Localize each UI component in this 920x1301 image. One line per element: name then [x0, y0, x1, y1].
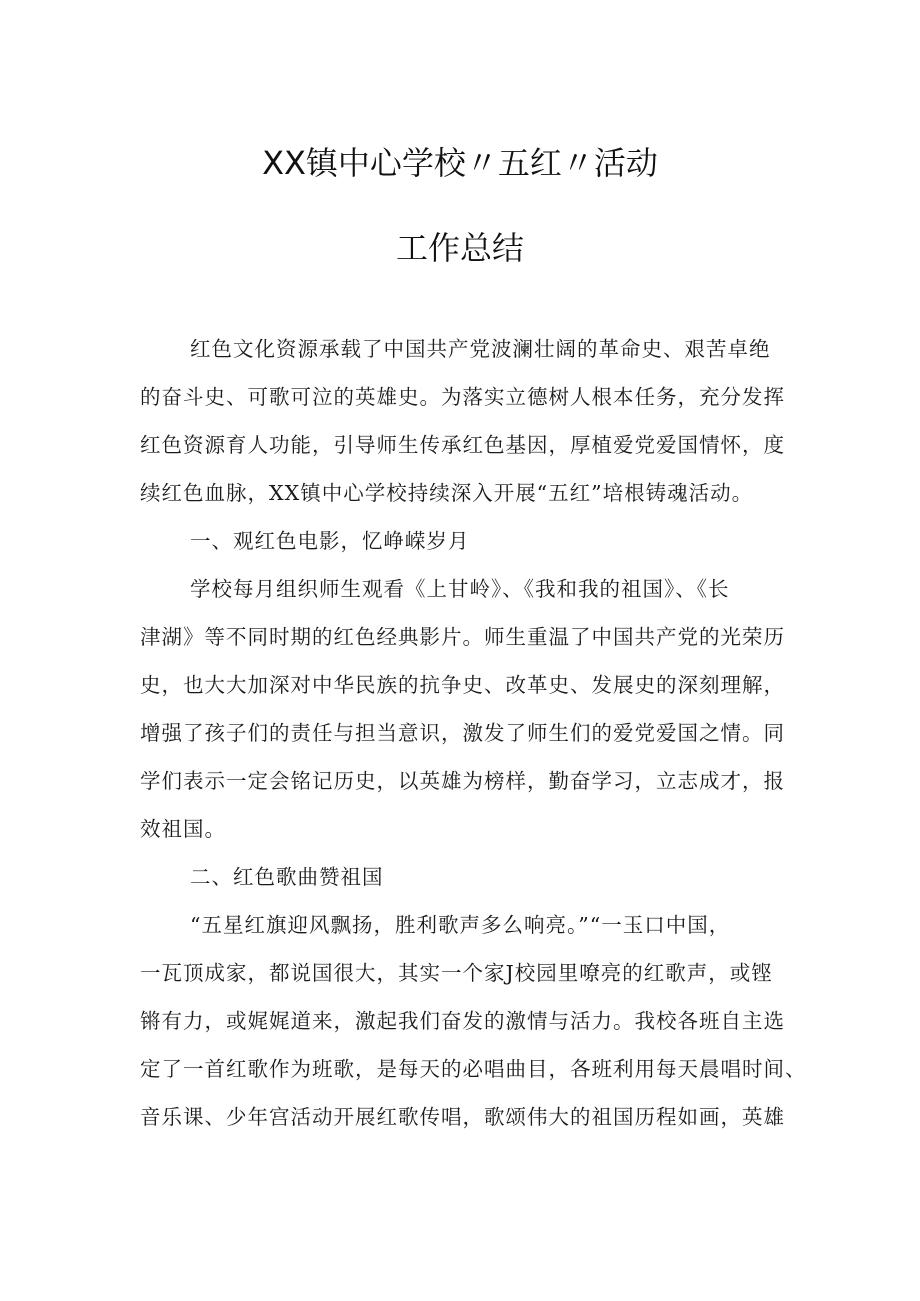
paragraph-line: 津湖》等不同时期的红色经典影片。师生重温了中国共产党的光荣历	[140, 625, 785, 649]
paragraph-line: 定了一首红歌作为班歌，是每天的必唱曲目，各班利用每天晨唱时间、	[140, 1057, 807, 1081]
paragraph-line: 史，也大大加深对中华民族的抗争史、改革史、发展史的深刻理解，	[140, 673, 785, 697]
paragraph-line: 音乐课、少年宫活动开展红歌传唱，歌颂伟大的祖国历程如画，英雄	[140, 1105, 785, 1129]
paragraph-line: 红色资源育人功能，引导师生传承红色基因，厚植爱党爱国情怀，度	[140, 433, 785, 457]
paragraph-line: 续红色血脉，XX镇中心学校持续深入开展“五红”培根铸魂活动。	[140, 481, 754, 505]
section-heading: 二、红色歌曲赞祖国	[190, 865, 384, 889]
paragraph-line: 学们表示一定会铭记历史，以英雄为榜样，勤奋学习，立志成才，报	[140, 769, 785, 793]
paragraph-line: 一瓦顶成家，都说国很大，其实一个家J校园里嘹亮的红歌声，或铿	[140, 961, 773, 985]
paragraph-line: 效祖国。	[140, 817, 226, 841]
paragraph-line: 增强了孩子们的责任与担当意识，激发了师生们的爱党爱国之情。同	[140, 721, 785, 745]
paragraph-line: 的奋斗史、可歌可泣的英雄史。为落实立德树人根本任务，充分发挥	[140, 385, 785, 409]
document-subtitle: 工作总结	[395, 229, 524, 267]
section-heading: 一、观红色电影，忆峥嵘岁月	[190, 529, 470, 553]
paragraph-line: “五星红旗迎风飘扬，胜利歌声多么响亮。”“一玉口中国，	[190, 913, 731, 937]
document-title: XX镇中心学校〃五红〃活动	[262, 144, 658, 182]
paragraph-line: 学校每月组织师生观看《上甘岭》、《我和我的祖国》、《长	[190, 577, 730, 601]
paragraph-line: 红色文化资源承载了中国共产党波澜壮阔的革命史、艰苦卓绝	[190, 337, 771, 361]
paragraph-line: 锵有力，或娓娓道来，激起我们奋发的激情与活力。我校各班自主选	[140, 1009, 785, 1033]
